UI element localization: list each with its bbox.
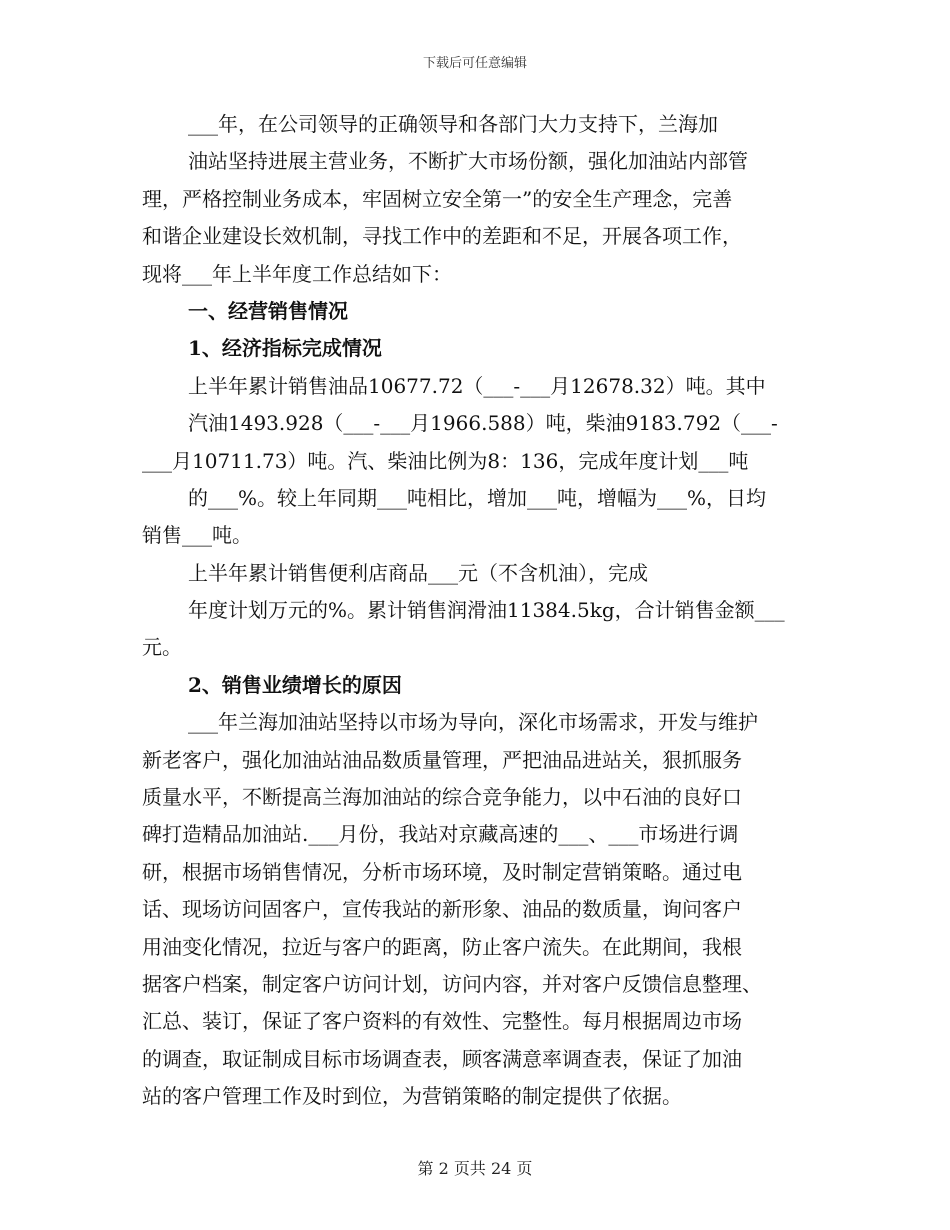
text-line: ___年兰海加油站坚持以市场为导向，深化市场需求，开发与维护 [188,710,758,735]
text-line: 元。 [142,635,182,660]
text-line: 油站坚持进展主营业务，不断扩大市场份额，强化加油站内部管 [188,149,748,174]
text-line: 的___%。较上年同期___吨相比，增加___吨，增幅为___%，日均 [188,485,767,510]
text-line: 用油变化情况，拉近与客户的距离，防止客户流失。在此期间，我根 [142,934,742,959]
text-line: 销售___吨。 [142,523,252,548]
page-footer: 第 2 页共 24 页 [417,1159,533,1178]
section-heading: 1、经济指标完成情况 [188,336,382,361]
page-header: 下载后可任意编辑 [422,56,527,71]
section-heading: 一、经营销售情况 [188,298,348,323]
document-body [142,106,817,1116]
text-line: ___月10711.73）吨。汽、柴油比例为8：136，完成年度计划___吨 [142,448,749,473]
text-line: 新老客户，强化加油站油品数质量管理，严把油品进站关，狠抓服务 [142,747,742,772]
text-line: 据客户档案，制定客户访问计划，访问内容，并对客户反馈信息整理、 [142,971,762,996]
text-line: 和谐企业建设长效机制，寻找工作中的差距和不足，开展各项工作， [142,224,742,249]
text-line: ___年，在公司领导的正确领导和各部门大力支持下，兰海加 [188,112,718,136]
text-line: 上半年累计销售便利店商品___元（不含机油），完成 [188,560,648,585]
text-line: 站的客户管理工作及时到位，为营销策略的制定提供了依据。 [142,1084,682,1109]
text-line: 现将___年上半年度工作总结如下： [142,261,452,286]
text-line: 话、现场访问固客户，宣传我站的新形象、油品的数质量，询问客户 [142,897,742,922]
text-line: 汽油1493.928（___-___月1966.588）吨，柴油9183.792（___- [188,411,778,436]
text-line: 研，根据市场销售情况，分析市场环境，及时制定营销策略。通过电 [142,859,742,884]
text-line: 碑打造精品加油站.___月份，我站对京藏高速的___、___市场进行调 [142,822,739,847]
text-line: 的调查，取证制成目标市场调查表，顾客满意率调查表，保证了加油 [142,1046,742,1071]
text-line: 质量水平，不断提高兰海加油站的综合竞争能力，以中石油的良好口 [142,785,742,810]
text-line: 年度计划万元的%。累计销售润滑油11384.5kg，合计销售金额___ [188,598,785,623]
text-line: 上半年累计销售油品10677.72（___-___月12678.32）吨。其中 [188,373,766,398]
text-line: 理，严格控制业务成本，牢固树立安全第一”的安全生产理念，完善 [142,186,733,211]
section-heading: 2、销售业绩增长的原因 [188,672,402,697]
text-line: 汇总、装订，保证了客户资料的有效性、完整性。每月根据周边市场 [142,1009,742,1034]
